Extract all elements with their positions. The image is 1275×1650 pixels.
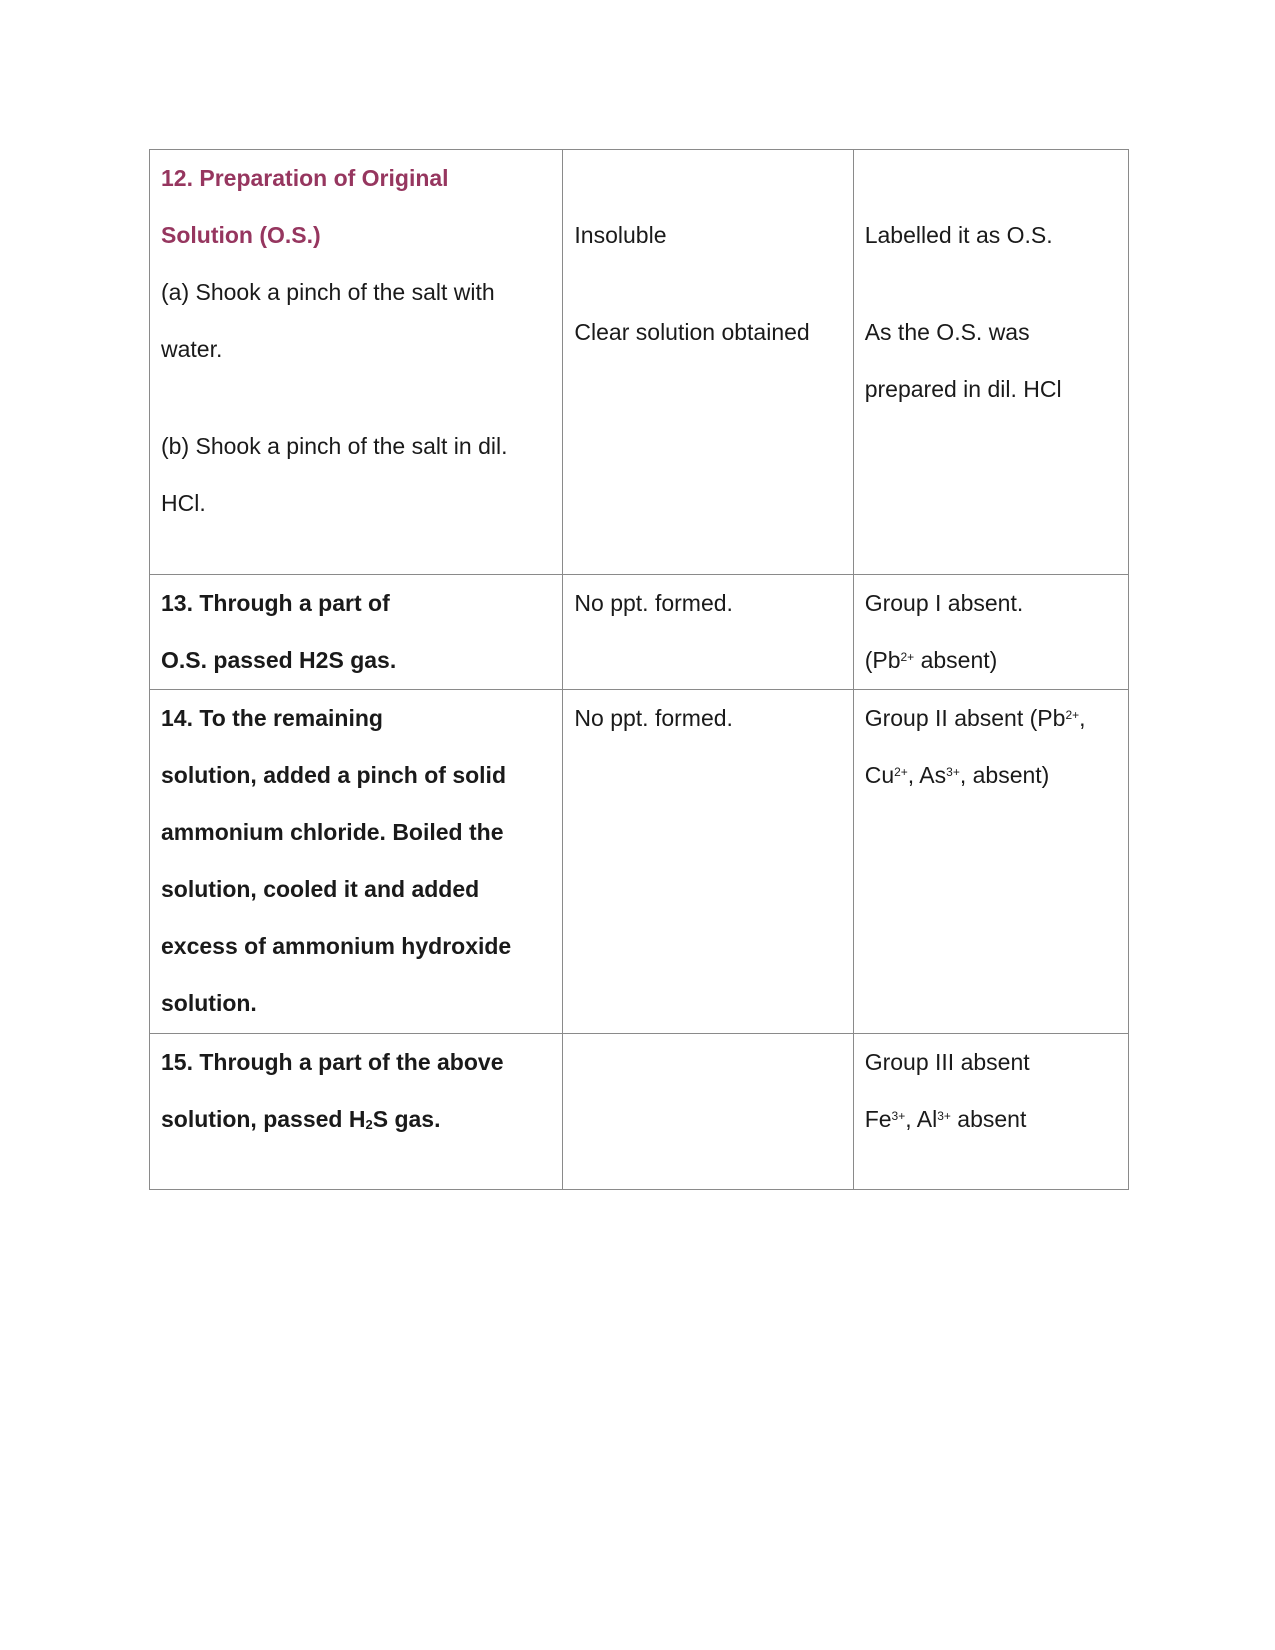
observation-text: Clear solution obtained: [574, 319, 810, 345]
inference-text: [865, 150, 1118, 207]
step-text: (b) Shook a pinch of the salt in dil.: [161, 433, 508, 459]
step-text: ammonium chloride. Boiled the: [161, 819, 504, 845]
inference-cell: [853, 1034, 1128, 1190]
table-row: [150, 575, 1129, 690]
spacer: [574, 264, 842, 304]
text-fragment: Group II absent (Pb: [864, 705, 1066, 731]
text-fragment: Cu: [864, 762, 895, 788]
observation-cell: [563, 690, 853, 1034]
text-fragment: solution, passed H: [161, 1106, 366, 1132]
inference-text: Labelled it as O.S.: [864, 222, 1053, 248]
text-fragment: S gas.: [372, 1106, 441, 1132]
step-text: (a) Shook a pinch of the salt with: [161, 279, 495, 305]
observation-cell: [563, 1034, 853, 1190]
inference-cell: [853, 575, 1128, 690]
text-fragment: absent: [950, 1106, 1027, 1132]
spacer: [865, 264, 1118, 304]
observation-text: No ppt. formed.: [574, 590, 733, 616]
step-heading: 12. Preparation of Original: [161, 165, 449, 191]
step-text: excess of ammonium hydroxide: [161, 933, 512, 959]
step-text: 15. Through a part of the above: [161, 1049, 504, 1075]
procedure-cell: [150, 690, 563, 1034]
step-text: 14. To the remaining: [161, 705, 383, 731]
procedure-cell: [150, 150, 563, 575]
text-fragment: , Al: [905, 1106, 938, 1132]
ion-charge: 3+: [937, 1109, 951, 1123]
ion-charge: 2+: [1065, 708, 1080, 722]
observation-cell: [563, 575, 853, 690]
step-heading: Solution (O.S.): [161, 222, 321, 248]
text-fragment: (Pb: [864, 647, 901, 673]
text-fragment: Fe: [864, 1106, 892, 1132]
spacer: [161, 378, 552, 418]
procedure-cell: [150, 1034, 563, 1190]
inference-text: Group III absent: [864, 1049, 1030, 1075]
text-fragment: , As: [907, 762, 947, 788]
procedure-cell: [150, 575, 563, 690]
table-row: [150, 690, 1129, 1034]
text-fragment: , absent): [959, 762, 1050, 788]
table-row: [150, 1034, 1129, 1190]
step-text: [161, 1091, 552, 1148]
inference-text: prepared in dil. HCl: [864, 376, 1062, 402]
inference-text: As the O.S. was: [864, 319, 1030, 345]
text-fragment: absent): [914, 647, 998, 673]
ion-charge: 3+: [946, 765, 960, 779]
observation-text: No ppt. formed.: [574, 705, 733, 731]
step-text: O.S. passed H2S gas.: [161, 647, 397, 673]
ion-charge: 2+: [900, 650, 915, 664]
table-row: [150, 150, 1129, 575]
step-text: solution, cooled it and added: [161, 876, 480, 902]
salt-analysis-table: [149, 149, 1129, 1190]
step-text: 13. Through a part of: [161, 590, 390, 616]
inference-text: [865, 747, 1118, 804]
inference-cell: [853, 690, 1128, 1034]
observation-text: [574, 150, 842, 207]
ion-charge: 2+: [894, 765, 908, 779]
step-text: water.: [161, 336, 223, 362]
inference-text: [865, 632, 1118, 689]
subscript: 2: [365, 1117, 373, 1132]
inference-text: Group I absent.: [864, 590, 1024, 616]
ion-charge: 3+: [891, 1109, 906, 1123]
step-text: solution.: [161, 990, 257, 1016]
step-text: solution, added a pinch of solid: [161, 762, 506, 788]
text-fragment: ,: [1079, 705, 1086, 731]
observation-text: Insoluble: [574, 222, 667, 248]
inference-text: [865, 690, 1118, 747]
step-text: HCl.: [161, 490, 206, 516]
inference-text: [865, 1091, 1118, 1148]
observation-cell: [563, 150, 853, 575]
inference-cell: [853, 150, 1128, 575]
